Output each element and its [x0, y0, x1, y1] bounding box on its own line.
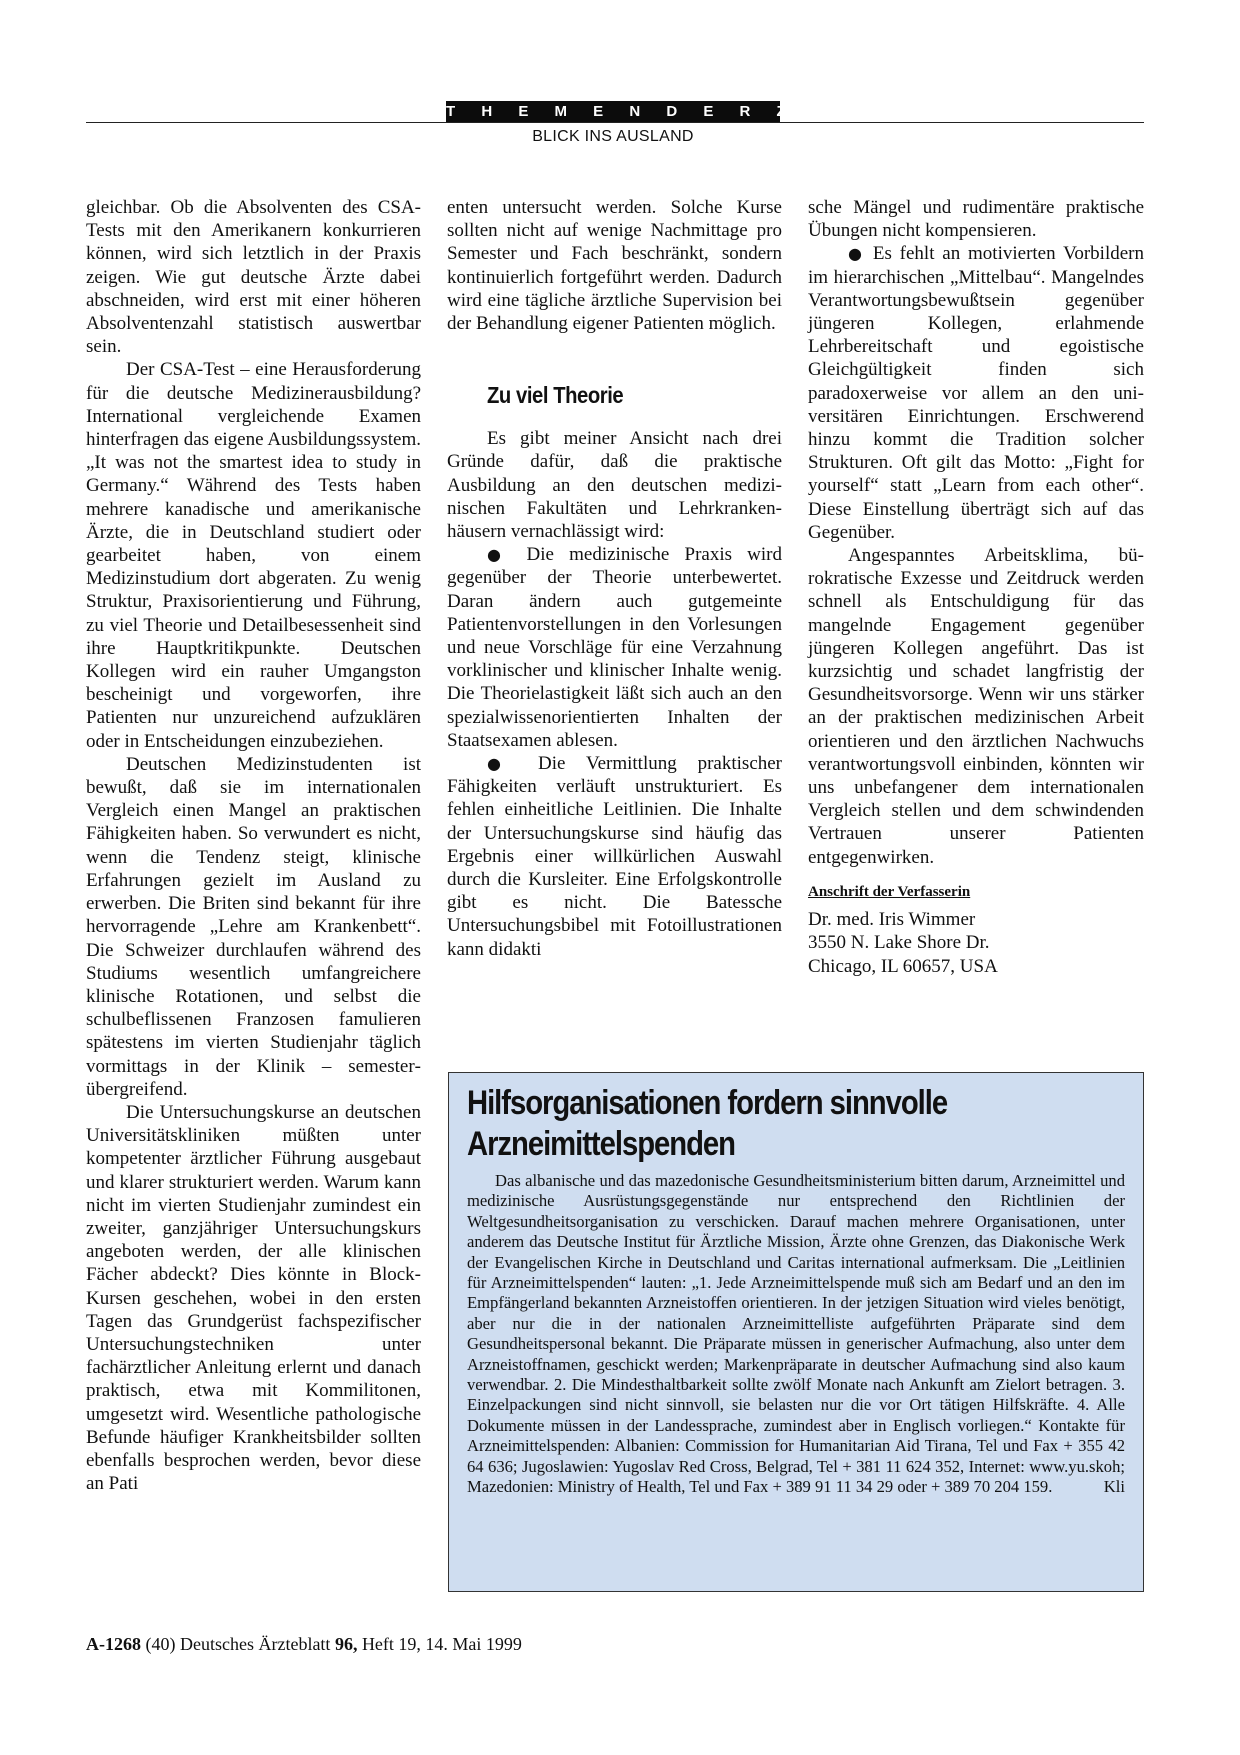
box-title [467, 1083, 1123, 1165]
volume: 96, [334, 1634, 358, 1654]
address-label: Anschrift der Verfasserin [808, 883, 971, 900]
address-line: 3550 N. Lake Shore Dr. [808, 932, 990, 954]
header-rule [86, 122, 1144, 123]
paragraph: Die Untersuchungskurse an deutschen Universitätskliniken müßten unter kompetenter ärztlicher Führung ausgebaut und klarer strukturiert werden. Warum kann nicht im vierten Studienjahr zumindest ein zweiter, ganzjähriger Untersuchungskurs angeboten werden, der alle klinischen Fächer abdeckt? Dies könnte in Block-Kursen geschehen, wobei in den ersten Tagen das Grundgerüst fachspezifischer Untersuchungstechniken unter fachärztlicher Anleitung erlernt und danach praktisch, etwa mit Kommilitonen, umgesetzt wird. Wesentliche pathologische Befunde häufiger Krankheitsbilder sollten ebenfalls besprochen werden, bevor diese an Pati [86, 1101, 421, 1495]
paragraph: Angespanntes Arbeitsklima, bürokratische Exzesse und Zeitdruck werden schnell als Entschuldigung für das mangelnde Engagement gegenüber jüngeren Kollegen angeführt. Das ist kurzsichtig und schadet langfristig der Gesundheitsvorsorge. Wenn wir uns stärker an der praktischen medizinischen Arbeit orientieren und den ärztlichen Nachwuchs verantwortungsvoll einbinden, könnten wir uns unbefangener dem internationalen Vergleich stellen und dem schwindenden Vertrauen unserer Patienten entgegenwirken. [808, 545, 1144, 868]
column-3 [808, 196, 1144, 978]
paragraph: enten untersucht werden. Solche Kurse sollten nicht auf wenige Nachmittage pro Semester und Fach beschränkt, sondern kontinuierlich fortgeführt werden. Dadurch wird eine tägliche ärztliche Supervision bei der Behandlung eigener Patienten möglich. [447, 197, 782, 335]
box-title-line: Arzneimittelspenden [467, 1125, 735, 1163]
paragraph: Der CSA-Test – eine Herausforderung für die deutsche Medizinerausbildung? International vergleichende Examen hinterfragen das eigene Ausbildungssystem. „It was not the smartest idea to study in Germany.“ Während des Tests haben mehrere kanadische und amerikanische Ärzte, die in Deutschland studiert oder gearbeitet haben, von einem Medizinstudium dort abgeraten. Zu wenig Struktur, Praxisorientierung und Führung, zu viel Theorie und Detailbesessenheit sind ihre Hauptkritikpunkte. Deutschen Kollegen wird ein rauher Umgangston bescheinigt und vorgeworfen, ihre Patienten nur unzureichend aufzuklären oder in Entscheidungen einzubeziehen. [86, 359, 421, 752]
bullet-text: Es fehlt an motivierten Vorbildern im hierarchischen „Mittelbau“. Mangelndes Verantwortungsbewußtsein gegenüber jüngeren Kollegen, erlahmende Lehrbereitschaft und egoistische Gleichgültigkeit finden sich paradoxerweise vor allem an den universitären Einrichtungen. Erschwerend hinzu kommt die Tradition solcher Strukturen. Oft gilt das Motto: „Fight for yourself“ statt „Learn from each other“. Diese Einstellung überträgt sich auf das Gegenüber. [808, 243, 1144, 543]
bullet-item [447, 543, 782, 752]
box-body [467, 1171, 1125, 1498]
bullet-icon: ● [487, 545, 512, 565]
page-footer [86, 1634, 522, 1655]
bullet-text: Die medizinische Praxis wird gegenüber der Theorie unterbewertet. Daran ändern auch gutgemeinte Patientenvorstellungen in den Vorlesungen und neue Vorschläge für eine Verzahnung vorklinischer und klinischer Inhalte wenig. Die Theorielastigkeit läßt sich auch an den spezialwissenorientierten Inhalten der Staatsexamen ablesen. [447, 544, 782, 751]
address-line: Dr. med. Iris Wimmer [808, 909, 976, 931]
bullet-item [447, 752, 782, 961]
paragraph: Deutschen Medizinstudenten ist bewußt, daß sie im internationalen Vergleich einen Mangel an praktischen Fähigkeiten haben. So verwundert es nicht, wenn die Tendenz steigt, klinische Erfahrungen gezielt im Ausland zu erwerben. Die Briten sind bekannt für ihre hervorragende „Lehre am Krankenbett“. Die Schweizer durchlaufen während des Studiums wesentlich umfangreichere klinische Rotationen, und selbst die schulbeflissenen Franzosen famulieren spätestens im vierten Studienjahr täglich vormittags in der Klinik – semesterübergreifend. [86, 753, 421, 1100]
bullet-item [808, 242, 1144, 544]
subheading: Zu viel Theorie [487, 382, 624, 409]
box-title-line: Hilfsorganisationen fordern sinnvolle [467, 1084, 948, 1122]
paragraph: sche Mängel und rudimentäre praktische Übungen nicht kompensieren. [808, 197, 1144, 242]
bullet-text: Die Vermittlung praktischer Fähigkeiten verläuft unstrukturiert. Es fehlen einheitliche Leitlinien. Die Inhalte der Untersuchungskurse sind häufig das Ergebnis einer willkürlichen Auswahl durch die Kursleiter. Eine Erfolgskontrolle gibt es nicht. Die Batessche Untersuchungsbibel mit Fotoillustrationen kann didakti [447, 753, 783, 960]
header-section: BLICK INS AUSLAND [532, 128, 694, 145]
box-signature: Kli [1103, 1477, 1125, 1497]
paragraph: Es gibt meiner Ansicht nach drei Gründe dafür, daß die praktische Ausbildung an den deutschen medizinischen Fakultäten und Lehrkrankenhäusern vernachlässigt wird: [447, 428, 782, 543]
box-body-text: Das albanische und das mazedonische Gesundheitsministerium bitten darum, Arzneimittel und medizinische Ausrüstungsgegenstände nur entsprechend den Richtlinien der Weltgesundheitsorganisation zu verschicken. Darauf machen mehrere Organisationen, unter anderem das Deutsche Institut für Ärztliche Mission, Ärzte ohne Grenzen, das Diakonische Werk der Evangelischen Kirche in Deutschland und Caritas international aufmerksam. Die „Leitlinien für Arzneimittelspenden“ lauten: „1. Jede Arzneimittelspende muß sich am Bedarf und an den im Empfängerland bekannten Arzneistoffen orientieren. In der jetzigen Situation wird vieles benötigt, aber nur die in der nationalen Arzneimittelliste aufgeführten Präparate sind dem Gesundheitspersonal bekannt. Die Präparate müssen in generischer Aufmachung, also unter dem Arzneistoffnamen, geschickt werden; Markenpräparate in deutscher Aufmachung sind also kaum verwendbar. 2. Die Mindesthaltbarkeit sollte zwölf Monate nach Ankunft am Zielort betragen. 3. Einzelpackungen sind nicht sinnvoll, sie belasten nur die vor Ort tätigen Hilfskräfte. 4. Alle Dokumente müssen in der Landessprache, zumindest aber in Englisch vorliegen.“ Kontakte für Arzneimittelspenden: Albanien: Commission for Humanitarian Aid Tirana, Tel und Fax + 355 42 64 636; Jugoslawien: Yugoslav Red Cross, Belgrad, Tel + 381 11 624 352, Internet: www.yu.skoh; Mazedonien: Ministry of Health, Tel und Fax + 389 91 11 34 29 oder + 389 70 204 159. [467, 1171, 1125, 1497]
footer-text: Heft 19, 14. Mai 1999 [357, 1634, 522, 1654]
footer-text: (40) Deutsches Ärzteblatt [145, 1634, 335, 1654]
address-line: Chicago, IL 60657, USA [808, 955, 998, 977]
paragraph: gleichbar. Ob die Absolventen des CSA-Tests mit den Amerikanern konkurrieren können, wird sich letztlich in der Praxis zeigen. Wie gut deutsche Ärzte dabei abschneiden, wird erst mit einer höheren Absolventenzahl statistisch auswertbar sein. [86, 197, 421, 358]
column-2 [447, 196, 782, 961]
header-kicker: T H E M E N D E R Z E I T [446, 101, 780, 123]
news-box [448, 1072, 1144, 1592]
bullet-icon: ● [487, 754, 518, 774]
column-1 [86, 196, 421, 1495]
page-code: A-1268 [86, 1634, 141, 1654]
bullet-icon: ● [848, 244, 866, 264]
